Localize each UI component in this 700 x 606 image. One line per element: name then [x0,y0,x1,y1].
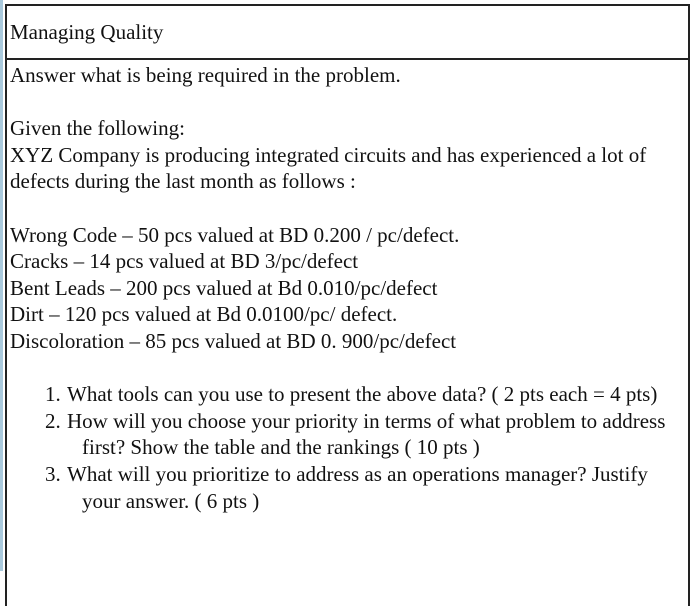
question-item [10,381,680,408]
defect-line: Bent Leads – 200 pcs valued at Bd 0.010/pc/defect [10,275,438,300]
left-edge-strip [0,0,3,571]
context-text: XYZ Company is producing integrated circuits and has experienced a lot of defects during the last month as follows : [10,142,647,194]
question-item [10,408,680,461]
defect-line: Dirt – 120 pcs valued at Bd 0.0100/pc/ defect. [10,302,398,327]
question-text: How will you choose your priority in terms of what problem to address first? Show the table and the rankings ( 10 pts ) [67,408,666,460]
defect-line: Wrong Code – 50 pcs valued at BD 0.200 / pc/defect. [10,222,460,247]
question-list [10,381,680,514]
question-item [10,461,680,514]
instruction-text: Answer what is being required in the problem. [10,63,401,87]
table-header-title: Managing Quality [7,6,688,60]
question-table [5,4,690,606]
question-number: 3. [45,461,61,486]
question-number: 2. [45,408,61,433]
question-text: What will you prioritize to address as an operations manager? Justify your answer. ( 6 pts ) [67,461,648,513]
question-text: What tools can you use to present the above data? ( 2 pts each = 4 pts) [67,382,658,407]
defect-line: Discoloration – 85 pcs valued at BD 0. 900/pc/defect [10,328,457,353]
given-label: Given the following: [10,116,185,141]
question-body [7,60,688,514]
defect-line: Cracks – 14 pcs valued at BD 3/pc/defect [10,249,359,274]
question-number: 1. [45,382,61,407]
